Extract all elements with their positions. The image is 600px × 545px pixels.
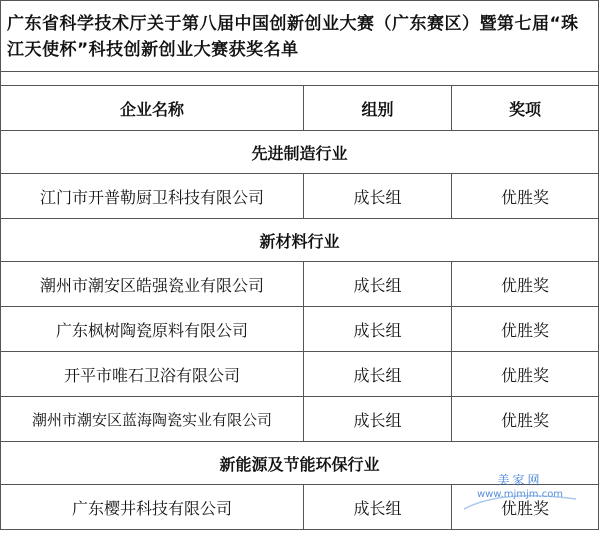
table-row	[1, 174, 599, 219]
watermark-name: 美家网	[497, 473, 543, 487]
company-name: 广东樱井科技有限公司	[1, 485, 304, 530]
section-row	[1, 442, 599, 485]
table-row	[1, 262, 599, 307]
group-cell: 成长组	[304, 307, 452, 352]
table-row	[1, 485, 599, 530]
award-cell: 优胜奖	[452, 174, 599, 219]
award-cell: 优胜奖	[452, 485, 599, 530]
group-cell: 成长组	[304, 352, 452, 397]
company-name: 广东枫树陶瓷原料有限公司	[1, 307, 304, 352]
table-row	[1, 352, 599, 397]
section-row	[1, 131, 599, 174]
header-row	[1, 86, 599, 131]
table-row	[1, 307, 599, 352]
company-name: 潮州市潮安区皓强瓷业有限公司	[1, 262, 304, 307]
award-cell: 优胜奖	[452, 307, 599, 352]
section-title: 新能源及节能环保行业	[1, 442, 599, 485]
group-cell: 成长组	[304, 397, 452, 442]
section-title: 先进制造行业	[1, 131, 599, 174]
column-header-award: 奖项	[452, 86, 599, 131]
watermark-url: www.mjmjm.com	[476, 489, 564, 500]
document-title: 广东省科学技术厅关于第八届中国创新创业大赛（广东赛区）暨第七届“珠江天使杯”科技创新创业大赛获奖名单	[1, 1, 599, 72]
title-row	[1, 1, 599, 72]
section-row	[1, 219, 599, 262]
award-cell: 优胜奖	[452, 262, 599, 307]
company-name: 开平市唯石卫浴有限公司	[1, 352, 304, 397]
award-cell: 优胜奖	[452, 397, 599, 442]
award-cell: 优胜奖	[452, 352, 599, 397]
spacer-cell	[1, 72, 599, 86]
group-cell: 成长组	[304, 174, 452, 219]
company-name: 潮州市潮安区蓝海陶瓷实业有限公司	[1, 397, 304, 442]
section-title: 新材料行业	[1, 219, 599, 262]
table-row	[1, 397, 599, 442]
group-cell: 成长组	[304, 485, 452, 530]
column-header-group: 组别	[304, 86, 452, 131]
company-name: 江门市开普勒厨卫科技有限公司	[1, 174, 304, 219]
column-header-company: 企业名称	[1, 86, 304, 131]
spacer-row	[1, 72, 599, 86]
group-cell: 成长组	[304, 262, 452, 307]
